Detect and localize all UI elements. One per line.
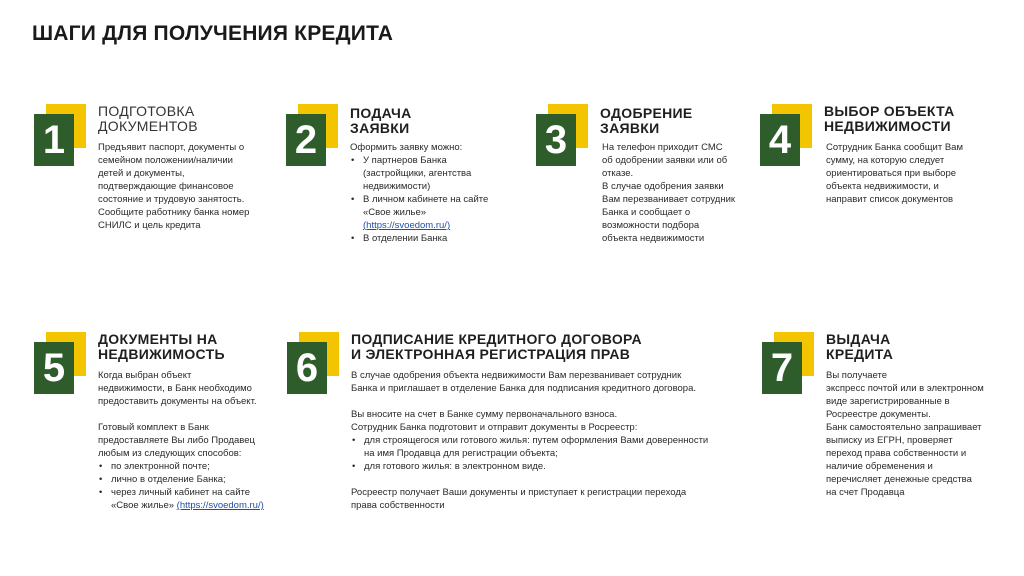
step-text: Оформить заявку можно: • У партнеров Банка (застройщики, агентства недвижимости) • В личном кабинете на сайте «Свое жилье» (https://svoedom.ru/) • В отделении Банка (350, 141, 520, 245)
step-heading: ВЫБОР ОБЪЕКТА НЕДВИЖИМОСТИ (824, 103, 955, 134)
step-text: Предъявит паспорт, документы о семейном положении/наличии детей и документы, подтверждающие финансовое состояние и трудовую занятость. Сообщите работнику банка номер СНИЛС и цель кредита (98, 142, 250, 231)
list-item: • для готового жилья: в электронном виде. (364, 460, 751, 473)
step-number-badge (762, 332, 814, 394)
step-number: 3 (536, 114, 576, 166)
step-1 (34, 104, 274, 244)
step-number: 5 (34, 342, 74, 394)
list-item: • В личном кабинете на сайте «Свое жилье» (https://svoedom.ru/) (363, 193, 520, 232)
step-number-badge (34, 332, 86, 394)
step-number-badge (536, 104, 588, 166)
step-number-badge (287, 332, 339, 394)
step-number: 7 (762, 342, 802, 394)
step-text: Вы получаете экспресс почтой или в электронном виде зарегистрированные в Росреестре документы. Банк самостоятельно запрашивает выписку из ЕГРН, проверяет переход права собственности и наличие обременения и перечисляет денежные средства на счет Продавца (826, 370, 984, 498)
step-text: Когда выбран объект недвижимости, в Банк необходимо предоставить документы на объект. Готовый комплект в Банк предоставляете Вы либо Продавец любым из следующих способов: • по электронной почте; • лично в отделение Банка; • через личный кабинет на сайте «Свое жилье» (https://svoedom.ru/) (98, 369, 283, 512)
step-heading: ОДОБРЕНИЕ ЗАЯВКИ (600, 105, 693, 136)
step-heading: ПОДАЧА ЗАЯВКИ (350, 105, 412, 136)
step-heading: ДОКУМЕНТЫ НА НЕДВИЖИМОСТЬ (98, 331, 225, 362)
step-number-badge (34, 104, 86, 166)
step-2 (286, 104, 526, 254)
step-number: 2 (286, 114, 326, 166)
step-5 (34, 332, 284, 522)
list-item: • В отделении Банка (363, 232, 520, 245)
bullet-list (98, 460, 283, 499)
step-6 (287, 332, 757, 522)
step-7 (762, 332, 1012, 522)
bullet-list (350, 154, 520, 245)
list-item: • по электронной почте; (111, 460, 283, 473)
list-item: • для строящегося или готового жилья: путем оформления Вами доверенности на имя Продавца для регистрации объекта; (364, 434, 751, 460)
step-heading: ВЫДАЧА КРЕДИТА (826, 331, 894, 362)
step-number-badge (760, 104, 812, 166)
svoedom-link[interactable]: (https://svoedom.ru/) (176, 500, 264, 511)
step-heading: ПОДГОТОВКА ДОКУМЕНТОВ (98, 103, 198, 134)
step-number-badge (286, 104, 338, 166)
step-heading: ПОДПИСАНИЕ КРЕДИТНОГО ДОГОВОРА И ЭЛЕКТРОННАЯ РЕГИСТРАЦИЯ ПРАВ (351, 331, 642, 362)
list-item: • лично в отделение Банка; (111, 473, 283, 486)
step-4 (760, 104, 1000, 244)
step-number: 6 (287, 342, 327, 394)
list-item: • У партнеров Банка (застройщики, агентства недвижимости) (363, 154, 520, 193)
step-number: 1 (34, 114, 74, 166)
step-3 (536, 104, 756, 254)
svoedom-link[interactable]: (https://svoedom.ru/) (363, 220, 451, 231)
step-number: 4 (760, 114, 800, 166)
page-title: ШАГИ ДЛЯ ПОЛУЧЕНИЯ КРЕДИТА (32, 22, 394, 45)
bullet-list (351, 434, 751, 473)
step-text: В случае одобрения объекта недвижимости Вам перезванивает сотрудник Банка и приглашает в отделение Банка для подписания кредитного договора. Вы вносите на счет в Банке сумму первоначального взноса. Сотрудник Банка подготовит и отправит документы в Росреестр: • для строящегося или готового жилья: путем оформления Вами доверенности на имя Продавца для регистрации объекта; • для готового жилья: в электронном виде. Росреестр получает Ваши документы и приступает к регистрации перехода права собственности (351, 369, 751, 512)
step-text: Сотрудник Банка сообщит Вам сумму, на которую следует ориентироваться при выборе объекта недвижимости, и направит список документов (826, 142, 963, 205)
list-item: • через личный кабинет на сайте (111, 486, 283, 499)
step-text: На телефон приходит СМС об одобрении заявки или об отказе. В случае одобрения заявки Вам перезванивает сотрудник Банка и сообщает о возможности подбора объекта недвижимости (602, 142, 736, 244)
